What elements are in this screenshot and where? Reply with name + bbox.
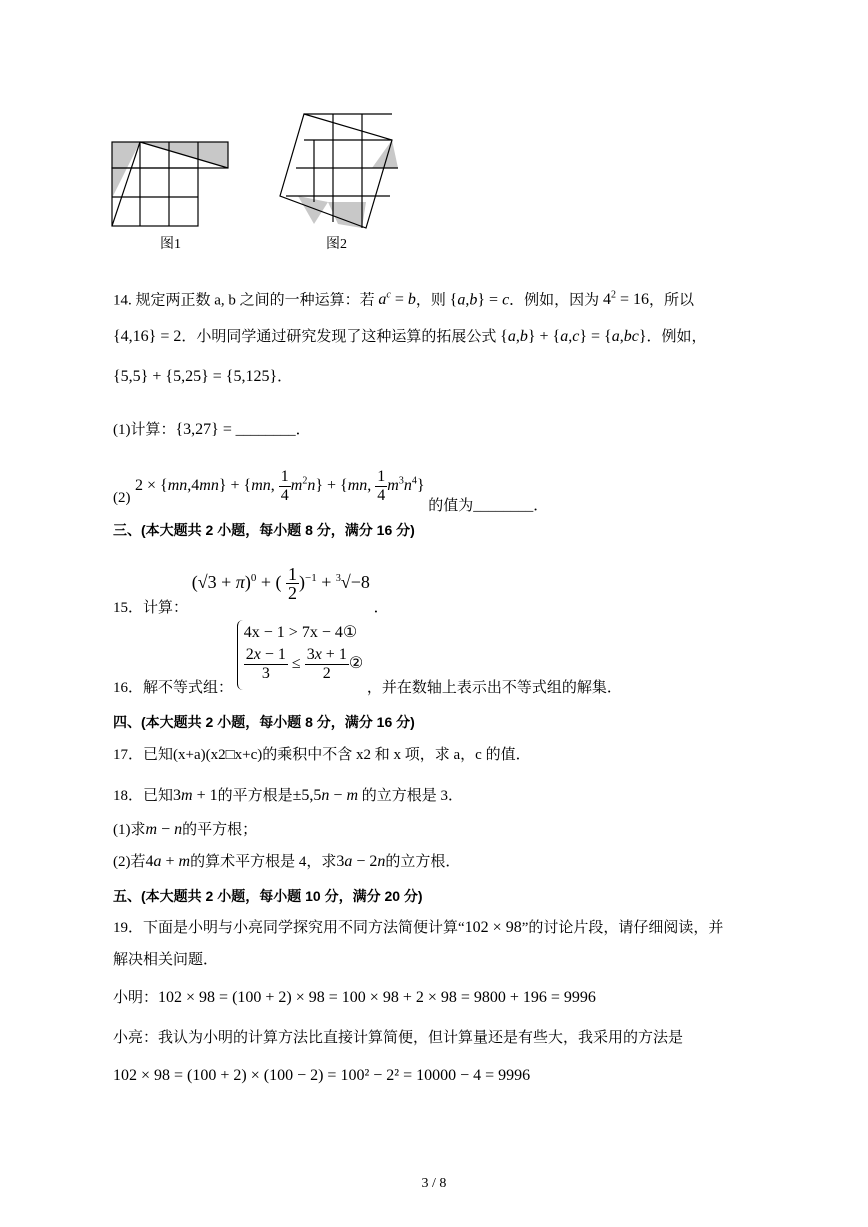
q14-sub2: (2) 2 × {mn,4mn} + {mn, $\frac{1}{4}$ $m^2n\} + \{mn$, $\frac{1}{4}$ $m^3n^4$} 的值为________． [113,468,549,515]
q15: 15．计算： $(√3 + \pi)^0$ + ( $\frac{1}{2}$ )$^{-1}$ + $^3$√−8 ． [113,564,389,616]
figure-1-caption: 图1 [160,237,181,252]
figure-2-caption: 图2 [326,237,347,252]
q18-sub2: (2)若4a + m的算术平方根是 4，求3a − 2n的立方根． [113,853,461,870]
figure-1 [110,140,230,230]
q18-sub1: (1)求m − n的平方根； [113,821,258,838]
section5-heading: 五、(本大题共 2 小题，每小题 10 分，满分 20 分) [113,888,423,904]
q19-xiaoming: 小明：102 × 98 = (100 + 2) × 98 = 100 × 98 + 2 × 98 = 9800 + 196 = 9996 [113,989,596,1006]
page-number: 3 / 8 [421,1176,447,1191]
figure-2 [278,110,418,230]
section3-heading: 三、(本大题共 2 小题，每小题 8 分，满分 16 分) [113,522,415,538]
q14-line1: 14. 规定两正数 a, b 之间的一种运算：若 $a^c = b$，则 {a,b} = c．例如，因为 $4^2 = 16$，所以 [113,290,694,309]
q19-line1: 19．下面是小明与小亮同学探究用不同方法简便计算“102 × 98”的讨论片段，请仔细阅读，并 [113,919,724,936]
q14-line3: {5,5} + {5,25} = {5,125}． [113,368,293,385]
section4-heading: 四、(本大题共 2 小题，每小题 8 分，满分 16 分) [113,714,415,730]
q14-sub1: (1)计算：{3,27} = ________． [113,421,311,438]
q19-xiaoliang: 小亮：我认为小明的计算方法比直接计算简便，但计算量还是有些大，我采用的方法是 [113,1030,684,1046]
q19-xiaoliang-expr: 102 × 98 = (100 + 2) × (100 − 2) = 100² − 2² = 10000 − 4 = 9996 [113,1067,531,1084]
q18: 18．已知3m + 1的平方根是±5,5n − m 的立方根是 3． [113,787,464,804]
q14-line2: {4,16} = 2．小明同学通过研究发现了这种运算的拓展公式 {a,b} + {a,c} = {a,bc}．例如， [113,328,707,345]
q19-line2: 解决相关问题． [113,952,219,968]
q16: 16．解不等式组： 4x − 1 > 7x − 4① $\frac{2x - 1}{3}$ ≤ $\frac{3x + 1}{2}$ ② ，并在数轴上表示出不等式组的解集． [113,620,622,690]
q17: 17．已知(x+a)(x2□x+c)的乘积中不含 x2 和 x 项，求 a，c 的值． [113,747,531,763]
